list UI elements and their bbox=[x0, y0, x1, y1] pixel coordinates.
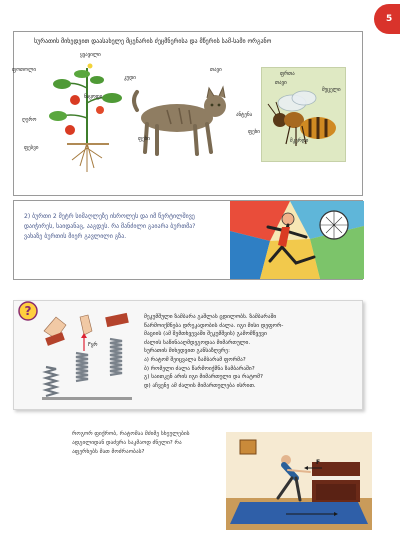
plant-label-stem: ღერო bbox=[22, 117, 37, 123]
tomato-plant-illustration bbox=[42, 48, 132, 188]
spring-exercise-box bbox=[13, 300, 363, 410]
ball-question-text: 2) ბურთი 2 მეტრ სიმაღლეზე ისროლეს და იმ წერტილშივე დაიჭირეს, საიდანაც, ააგდეს. რა მანძილი გაიარა ბურთმა? ვახაზე ბურთის მიერ გავლილი გზა. bbox=[24, 213, 196, 240]
organs-exercise-box bbox=[13, 31, 363, 196]
fyn-label: Fყრ bbox=[88, 342, 98, 348]
spring-line: მეკუმშული ზამბარა გაშლას ცდილობს. ზამბარაში bbox=[144, 314, 277, 320]
spring-text bbox=[144, 313, 359, 390]
plant-label-fruit: ნაყოფი bbox=[84, 94, 103, 100]
piano-pushing-illustration bbox=[226, 432, 372, 530]
plant-label-root: ფესვი bbox=[24, 145, 39, 151]
spring-question-d: დ) აჩვენე ამ ძალის მიმართულება ისრით. bbox=[144, 382, 256, 389]
spring-line: მაციის (ამ შემთხვევაში შეკუმშვის) გამომწვევი bbox=[144, 331, 267, 338]
bee-label-antenna: ანტენა bbox=[236, 112, 253, 118]
cat-label-leg: ფეხი bbox=[138, 136, 150, 142]
soccer-player-illustration bbox=[230, 201, 364, 279]
bee-label-wing: ფრთა bbox=[280, 71, 295, 77]
force-label: F bbox=[316, 459, 321, 466]
springs-illustration bbox=[36, 309, 136, 404]
bee-label-thorax: მკერდი bbox=[290, 138, 309, 144]
cat-illustration bbox=[127, 80, 232, 160]
question-icon bbox=[18, 301, 38, 321]
spring-question-b: ბ) რომელი ძალა წარმოიქმნა ზამბარაში? bbox=[144, 365, 255, 372]
spring-line: სურათის მიხედვით განსაზღვრე: bbox=[144, 348, 230, 355]
spring-line: წარმოიქმნება დრეკადობის ძალა. იგი მისი დეფორ- bbox=[144, 322, 284, 329]
organs-instruction: სურათის მიხედვით დაასახელე მცენარის ძეცმნერისა და მწერის სამ-სამი ორგანო bbox=[34, 38, 272, 45]
bee-label-head: თავი bbox=[275, 80, 287, 86]
spring-question-c: გ) საითკენ არის იგი მიმართული და რატომ? bbox=[144, 374, 263, 381]
friction-question-text: როგორ ფიქრობ, რატომაა მძიმე სხეულების ადგილიდან დაძვრა საკმაოდ ძნელი? რა აფერხებს მათ მოძრაობას? bbox=[72, 431, 190, 455]
bee-label-abdomen: მუცელი bbox=[322, 87, 341, 93]
page-number-badge bbox=[374, 4, 400, 34]
cat-label-head: თავი bbox=[210, 67, 222, 73]
spring-question-a: ა) რატომ შეიცვალა ზამბარამ ფორმა? bbox=[144, 356, 246, 363]
bee-label-leg: ფეხი bbox=[248, 129, 260, 135]
page-number: 5 bbox=[386, 14, 393, 24]
spring-line: ძალის საწინააღმდეგოდაა მიმართული. bbox=[144, 339, 251, 346]
cat-label-tail: კუდი bbox=[124, 75, 136, 81]
bee-panel bbox=[261, 67, 346, 162]
plant-label-flower: ყვავილი bbox=[80, 52, 101, 58]
plant-label-leaf: ფოთოლი bbox=[12, 67, 36, 73]
svg-text:?: ? bbox=[24, 304, 32, 318]
ball-question-box bbox=[13, 200, 363, 280]
